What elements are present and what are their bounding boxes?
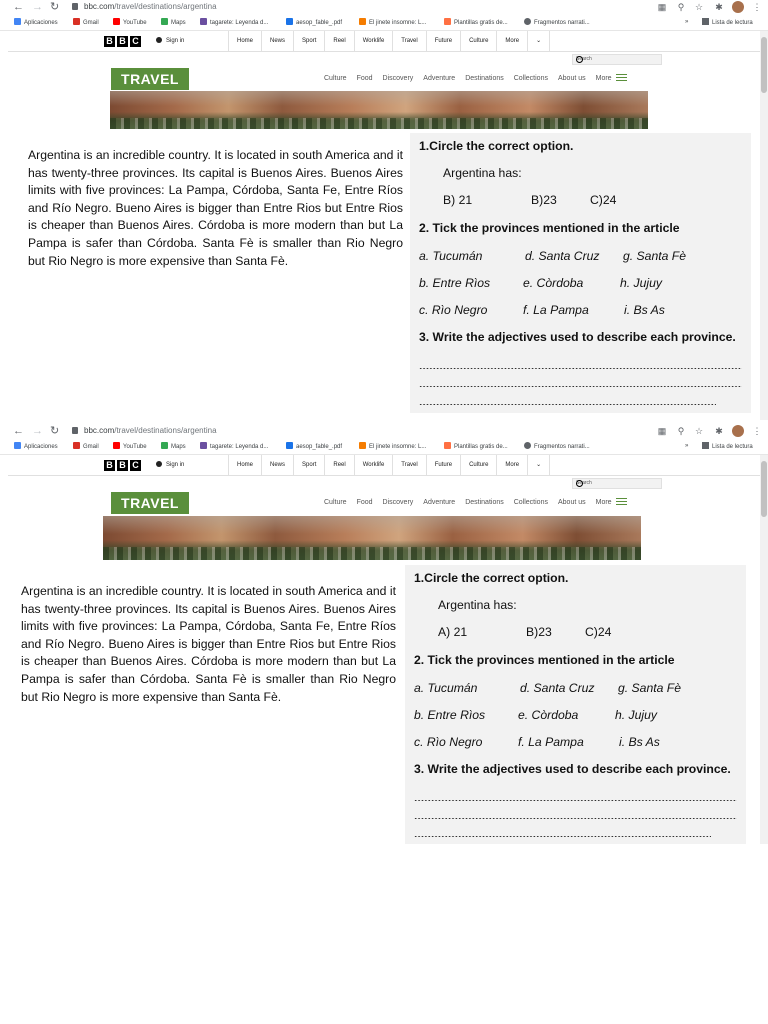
search-input[interactable]: [572, 478, 662, 489]
bookmark-maps[interactable]: [161, 18, 186, 28]
option-b[interactable]: B)23: [526, 625, 552, 639]
bookmarks-overflow-icon[interactable]: »: [685, 19, 689, 25]
bookmark-aesop[interactable]: [286, 18, 342, 28]
travel-nav-destinations[interactable]: Destinations: [465, 499, 504, 506]
address-bar[interactable]: [84, 1, 217, 13]
worksheet-box: [410, 133, 751, 413]
bookmark-site-icon: [444, 18, 451, 25]
province-i[interactable]: i. Bs As: [619, 735, 660, 749]
bbc-nav-more[interactable]: More: [496, 31, 527, 51]
option-a[interactable]: B) 21: [443, 193, 473, 207]
bookmark-label: Gmail: [83, 20, 99, 26]
scrollbar-thumb[interactable]: [761, 461, 767, 517]
province-f[interactable]: f. La Pampa: [523, 303, 589, 317]
bookmark-label: Fragmentos narrati...: [534, 20, 590, 26]
answer-line-1[interactable]: [419, 361, 742, 369]
hamburger-menu-icon: [616, 498, 627, 505]
sign-in-link[interactable]: [156, 35, 184, 47]
bbc-nav-more[interactable]: More: [496, 455, 527, 475]
page-scrollbar[interactable]: [760, 31, 768, 420]
bbc-logo[interactable]: [104, 36, 141, 47]
option-c[interactable]: C)24: [590, 193, 617, 207]
bookmark-label: Aplicaciones: [24, 20, 58, 26]
browser-address-row: [0, 0, 768, 16]
forward-arrow-icon[interactable]: →: [32, 425, 43, 437]
bookmark-site-icon: [200, 18, 207, 25]
travel-nav-collections[interactable]: Collections: [513, 499, 548, 506]
bbc-logo[interactable]: [104, 460, 141, 471]
bookmark-tagarete[interactable]: [200, 442, 268, 452]
option-a[interactable]: A) 21: [438, 625, 468, 639]
bookmark-label: Fragmentos narrati...: [534, 444, 590, 450]
lock-icon: [72, 427, 78, 434]
question-2-heading: 2. Tick the provinces mentioned in the article: [414, 653, 675, 667]
province-g[interactable]: g. Santa Fè: [623, 249, 687, 263]
blogger-icon: [359, 18, 366, 25]
bbc-nav-news[interactable]: News: [261, 31, 293, 51]
travel-logo[interactable]: TRAVEL: [111, 68, 189, 90]
search-placeholder: Search: [576, 480, 592, 486]
user-icon: [156, 461, 162, 467]
bookmark-label: aesop_fable_.pdf: [296, 20, 343, 26]
gmail-icon: [73, 18, 80, 25]
sign-in-label: Sign in: [166, 38, 185, 44]
travel-nav-culture[interactable]: Culture: [324, 499, 347, 506]
province-g[interactable]: g. Santa Fè: [618, 681, 682, 695]
bookmark-maps[interactable]: [161, 442, 186, 452]
bbc-nav-culture[interactable]: Culture: [460, 31, 496, 51]
answer-line-2[interactable]: [414, 811, 737, 819]
menu-kebab-icon[interactable]: ⋮: [752, 2, 762, 12]
bookmark-label: YouTube: [123, 20, 147, 26]
question-1-heading: 1.Circle the correct option.: [414, 571, 569, 585]
article-paragraph: Argentina is an incredible country. It is located in south America and it has twenty-three provinces. Its capital is Buenos Aires. Buenos Aires limits with five provinces: La Pampa, Córdoba, Santa Fe, Entre Ríos and Río Negro. Bueno Aires is bigger than Entre Rios but Entre Rios is cheaper than Buenos Aires. Córdoba is more modern than but La Pampa is safer than Córdoba. Santa Fè is smaller than Rio Negro but Rio Negro is more expensive than Santa Fè.: [28, 148, 403, 268]
province-c[interactable]: c. Rìo Negro: [419, 303, 488, 317]
back-arrow-icon[interactable]: ←: [13, 1, 24, 13]
option-c[interactable]: C)24: [585, 625, 612, 639]
reading-list-icon: [702, 18, 709, 25]
travel-nav: [324, 74, 627, 84]
bbc-nav-travel[interactable]: Travel: [392, 455, 425, 475]
bbc-nav-links: [228, 31, 550, 51]
bookmark-tagarete[interactable]: [200, 18, 268, 28]
bbc-global-nav: [8, 31, 760, 52]
zoom-icon[interactable]: ⚲: [677, 426, 685, 436]
sign-in-link[interactable]: [156, 459, 184, 471]
bookmark-label: El jinete insomne: L...: [369, 444, 427, 450]
bbc-logo-letter: C: [130, 36, 141, 47]
question-1-stem: Argentina has:: [438, 598, 517, 612]
browser-address-row: [0, 424, 768, 440]
reading-list-icon: [702, 442, 709, 449]
bbc-logo-letter: B: [104, 460, 115, 471]
travel-nav-food[interactable]: Food: [356, 499, 373, 506]
worksheet-box: [405, 565, 746, 844]
province-e[interactable]: e. Còrdoba: [523, 276, 584, 290]
bbc-nav-home[interactable]: Home: [228, 455, 261, 475]
bookmark-youtube[interactable]: [113, 442, 147, 452]
bookmark-site-icon: [286, 18, 293, 25]
bookmark-site-icon: [200, 442, 207, 449]
reading-list[interactable]: [702, 18, 753, 28]
travel-nav: [324, 498, 627, 508]
screenshot-panel-top: [0, 0, 768, 420]
bookmark-youtube[interactable]: [113, 18, 147, 28]
option-b[interactable]: B)23: [531, 193, 557, 207]
hero-banner-image: [103, 516, 641, 560]
travel-nav-collections[interactable]: Collections: [513, 75, 548, 82]
bookmark-site-icon: [286, 442, 293, 449]
extensions-icon[interactable]: ✱: [715, 426, 723, 436]
travel-nav-adventure[interactable]: Adventure: [423, 75, 456, 82]
bbc-nav-worklife[interactable]: Worklife: [354, 455, 393, 475]
search-input[interactable]: [572, 54, 662, 65]
sign-in-label: Sign in: [166, 462, 185, 468]
url-domain: bbc.com: [84, 2, 115, 11]
hamburger-menu-icon: [616, 74, 627, 81]
gmail-icon: [73, 442, 80, 449]
bookmarks-bar: [0, 16, 768, 31]
province-b[interactable]: b. Entre Rìos: [414, 708, 486, 722]
province-d[interactable]: d. Santa Cruz: [520, 681, 595, 695]
question-1-heading: 1.Circle the correct option.: [419, 139, 574, 153]
bbc-nav-reel[interactable]: Reel: [324, 31, 353, 51]
bookmarks-overflow-icon[interactable]: »: [685, 443, 689, 449]
bbc-nav-future[interactable]: Future: [426, 455, 460, 475]
province-i[interactable]: i. Bs As: [624, 303, 665, 317]
extensions-icon[interactable]: ✱: [715, 2, 723, 12]
answer-line-2[interactable]: [419, 379, 742, 387]
travel-nav-culture[interactable]: Culture: [324, 75, 347, 82]
bookmark-label: Gmail: [83, 444, 99, 450]
maps-pin-icon: [161, 18, 168, 25]
bookmark-label: Plantillas gratis de...: [454, 444, 508, 450]
travel-nav-about[interactable]: About us: [557, 499, 586, 506]
star-icon[interactable]: ☆: [694, 2, 704, 12]
bbc-nav-more-dropdown[interactable]: ⌄: [527, 455, 550, 475]
search-placeholder: Search: [576, 56, 592, 62]
bbc-nav-news[interactable]: News: [261, 455, 293, 475]
forward-arrow-icon[interactable]: →: [32, 1, 43, 13]
bookmark-label: tagarete: Leyenda d...: [210, 444, 269, 450]
bookmark-label: Plantillas gratis de...: [454, 20, 508, 26]
blogger-icon: [359, 442, 366, 449]
reading-list[interactable]: [702, 442, 753, 452]
bookmark-label: YouTube: [123, 444, 147, 450]
province-e[interactable]: e. Còrdoba: [518, 708, 579, 722]
bookmark-apps[interactable]: [14, 18, 58, 28]
hero-banner-image: [110, 91, 648, 129]
province-f[interactable]: f. La Pampa: [518, 735, 584, 749]
bookmark-jinete[interactable]: [359, 442, 426, 452]
url-path: /travel/destinations/argentina: [114, 2, 217, 11]
bbc-logo-letter: B: [117, 36, 128, 47]
profile-avatar[interactable]: [732, 1, 744, 13]
profile-avatar[interactable]: [732, 425, 744, 437]
bookmarks-bar: [0, 440, 768, 455]
travel-nav-food[interactable]: Food: [356, 75, 373, 82]
bookmark-gmail[interactable]: [73, 442, 99, 452]
province-h[interactable]: h. Jujuy: [620, 276, 663, 290]
menu-kebab-icon[interactable]: ⋮: [752, 426, 762, 436]
apps-grid-icon: [14, 442, 21, 449]
reload-icon[interactable]: ↻: [50, 425, 60, 437]
youtube-icon: [113, 442, 120, 449]
answer-line-3[interactable]: [419, 397, 716, 405]
province-a[interactable]: a. Tucumán: [419, 249, 483, 263]
scrollbar-thumb[interactable]: [761, 37, 767, 93]
url-domain: bbc.com: [84, 426, 115, 435]
bookmark-label: El jinete insomne: L...: [369, 20, 427, 26]
province-a[interactable]: a. Tucumán: [414, 681, 478, 695]
province-c[interactable]: c. Rìo Negro: [414, 735, 483, 749]
bbc-nav-sport[interactable]: Sport: [293, 31, 324, 51]
question-1-stem: Argentina has:: [443, 166, 522, 180]
bbc-nav-more-dropdown[interactable]: ⌄: [527, 31, 550, 51]
bbc-nav-reel[interactable]: Reel: [324, 455, 353, 475]
bbc-nav-travel[interactable]: Travel: [392, 31, 425, 51]
travel-nav-more[interactable]: [596, 74, 627, 84]
translate-icon[interactable]: ▦: [657, 2, 667, 12]
maps-pin-icon: [161, 442, 168, 449]
bbc-nav-culture[interactable]: Culture: [460, 455, 496, 475]
url-path: /travel/destinations/argentina: [114, 426, 217, 435]
article-paragraph: Argentina is an incredible country. It is located in south America and it has twenty-three provinces. Its capital is Buenos Aires. Buenos Aires limits with five provinces: La Pampa, Córdoba, Santa Fe, Entre Ríos and Río Negro. Bueno Aires is bigger than Entre Rios but Entre Rios is cheaper than Buenos Aires. Córdoba is more modern than but La Pampa is safer than Córdoba. Santa Fè is smaller than Rio Negro but Rio Negro is more expensive than Santa Fè.: [21, 584, 396, 704]
page-scrollbar[interactable]: [760, 455, 768, 844]
bookmark-label: Aplicaciones: [24, 444, 58, 450]
travel-nav-adventure[interactable]: Adventure: [423, 499, 456, 506]
answer-line-3[interactable]: [414, 829, 711, 837]
bookmark-gmail[interactable]: [73, 18, 99, 28]
star-icon[interactable]: ☆: [694, 426, 704, 436]
reading-list-label: Lista de lectura: [712, 444, 753, 450]
bookmark-plantillas[interactable]: [444, 18, 508, 28]
bookmark-label: Maps: [171, 444, 186, 450]
bookmark-apps[interactable]: [14, 442, 58, 452]
bookmark-label: Maps: [171, 20, 186, 26]
question-3-heading: 3. Write the adjectives used to describe each province.: [419, 330, 736, 344]
screenshot-panel-bottom: [0, 424, 768, 844]
travel-nav-about[interactable]: About us: [557, 75, 586, 82]
bbc-logo-letter: B: [104, 36, 115, 47]
bbc-nav-sport[interactable]: Sport: [293, 455, 324, 475]
translate-icon[interactable]: ▦: [657, 426, 667, 436]
travel-nav-more[interactable]: [596, 498, 627, 508]
bookmark-label: tagarete: Leyenda d...: [210, 20, 269, 26]
bbc-logo-letter: B: [117, 460, 128, 471]
bbc-nav-future[interactable]: Future: [426, 31, 460, 51]
zoom-icon[interactable]: ⚲: [677, 2, 685, 12]
globe-icon: [524, 442, 531, 449]
bookmark-aesop[interactable]: [286, 442, 342, 452]
bookmark-plantillas[interactable]: [444, 442, 508, 452]
reading-list-label: Lista de lectura: [712, 20, 753, 26]
back-arrow-icon[interactable]: ←: [13, 425, 24, 437]
reload-icon[interactable]: ↻: [50, 1, 60, 13]
travel-nav-discovery[interactable]: Discovery: [382, 75, 414, 82]
answer-line-1[interactable]: [414, 793, 737, 801]
question-3-heading: 3. Write the adjectives used to describe each province.: [414, 762, 731, 776]
question-2-heading: 2. Tick the provinces mentioned in the article: [419, 221, 680, 235]
search-icon[interactable]: [576, 56, 583, 63]
apps-grid-icon: [14, 18, 21, 25]
province-b[interactable]: b. Entre Rìos: [419, 276, 491, 290]
bbc-logo-letter: C: [130, 460, 141, 471]
bbc-nav-worklife[interactable]: Worklife: [354, 31, 393, 51]
travel-nav-more-label: More: [595, 499, 612, 506]
bookmark-jinete[interactable]: [359, 18, 426, 28]
globe-icon: [524, 18, 531, 25]
bbc-nav-home[interactable]: Home: [228, 31, 261, 51]
bookmark-site-icon: [444, 442, 451, 449]
bbc-global-nav: [8, 455, 760, 476]
search-icon[interactable]: [576, 480, 583, 487]
bbc-nav-links: [228, 455, 550, 475]
province-h[interactable]: h. Jujuy: [615, 708, 658, 722]
province-d[interactable]: d. Santa Cruz: [525, 249, 600, 263]
lock-icon: [72, 3, 78, 10]
address-bar[interactable]: [84, 425, 217, 437]
bookmark-fragmentos[interactable]: [524, 18, 590, 28]
youtube-icon: [113, 18, 120, 25]
travel-logo[interactable]: TRAVEL: [111, 492, 189, 514]
travel-nav-destinations[interactable]: Destinations: [465, 75, 504, 82]
user-icon: [156, 37, 162, 43]
bookmark-label: aesop_fable_.pdf: [296, 444, 343, 450]
bookmark-fragmentos[interactable]: [524, 442, 590, 452]
travel-nav-more-label: More: [595, 75, 612, 82]
travel-nav-discovery[interactable]: Discovery: [382, 499, 414, 506]
